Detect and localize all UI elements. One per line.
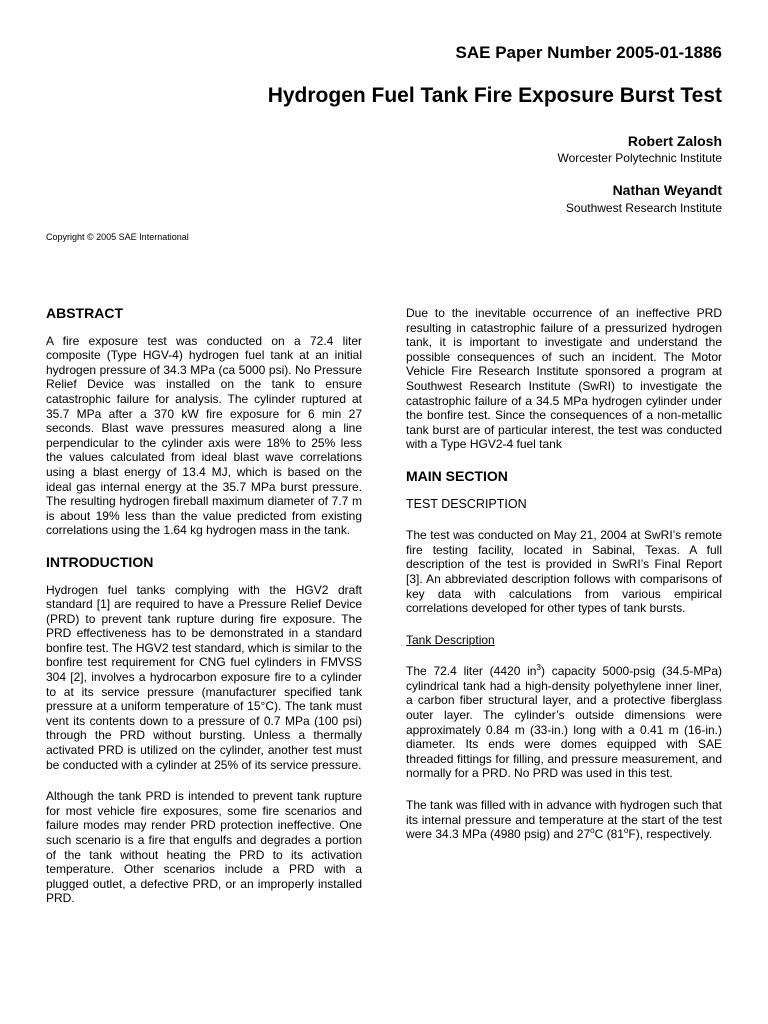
fill-text-part-2: C (81 — [594, 827, 624, 842]
tank-description-paragraph — [406, 664, 722, 781]
cubic-superscript: 3 — [536, 663, 541, 673]
test-description-heading: TEST DESCRIPTION — [406, 496, 527, 511]
introduction-heading: INTRODUCTION — [46, 553, 154, 570]
fill-text-part-1: The tank was filled with in advance with hydrogen such that its internal pressure and temperature at the start of the test were 34.3 MPa (4980 psig) and 27 — [406, 798, 722, 842]
abstract-paragraph: A fire exposure test was conducted on a 72.4 liter composite (Type HGV-4) hydrogen fuel tank at an initial hydrogen pressure of 34.3 MPa (ca 5000 psi). No Pressure Relief Device was installed on the tank to ensure catastrophic failure for analysis. The cylinder ruptured at 35.7 MPa after a 370 kW fire exposure for 6 min 27 seconds. Blast wave pressures measured along a line perpendicular to the cylinder axis were 18% to 25% less the values calculated from ideal blast wave correlations using a blast energy of 13.4 MJ, which is based on the ideal gas internal energy at the 35.7 MPa burst pressure. The resulting hydrogen fireball maximum diameter of 7.7 m is about 19% less than the value predicted from existing correlations using the 1.64 kg hydrogen mass in the tank. — [46, 333, 362, 538]
author-name-2: Nathan Weyandt — [612, 182, 722, 198]
paper-title: Hydrogen Fuel Tank Fire Exposure Burst Test — [267, 84, 722, 107]
introduction-paragraph-2: Although the tank PRD is intended to prevent tank rupture for most vehicle fire exposures, some fire scenarios and failure modes may render PRD protection ineffective. One such scenario is a fire that engulfs and degrades a portion of the tank without heating the PRD to its activation temperature. Other scenarios include a PRD with a plugged outlet, a defective PRD, or an improperly installed PRD. — [46, 789, 362, 906]
degree-superscript-1: o — [590, 826, 595, 836]
fill-text-part-3: F), respectively. — [628, 827, 713, 842]
paper-number: SAE Paper Number 2005-01-1886 — [455, 43, 722, 62]
tank-description-heading: Tank Description — [406, 632, 495, 647]
right-column — [406, 306, 722, 859]
introduction-paragraph-1: Hydrogen fuel tanks complying with the HGV2 draft standard [1] are required to have a Pressure Relief Device (PRD) to prevent tank rupture during fire exposure. The PRD effectiveness has to be demonstrated in a standard bonfire test. The HGV2 test standard, which is similar to the bonfire test requirement for CNG fuel cylinders in FMVSS 304 [2], involves a hydrocarbon exposure fire to a cylinder to at its service pressure (manufacturer specified tank pressure at a uniform temperature of 15°C). The tank must vent its contents down to a pressure of 0.7 MPa (100 psi) through the PRD without bursting. Unless a thermally activated PRD is utilized on the cylinder, another test must be conducted with a cylinder at 25% of its service pressure. — [46, 582, 362, 772]
abstract-heading: ABSTRACT — [46, 305, 123, 321]
test-description-paragraph: The test was conducted on May 21, 2004 at SwRI’s remote fire testing facility, located in Sabinal, Texas. A full description of the test is provided in SwRI’s Final Report [3]. An abbreviated description follows with comparisons of key data with calculations from various empirical correlations developed for other types of tank bursts. — [406, 528, 722, 616]
author-affiliation-2: Southwest Research Institute — [565, 201, 722, 215]
copyright-notice: Copyright © 2005 SAE International — [46, 232, 189, 242]
tank-text-part-2: ) capacity 5000-psig (34.5-MPa) cylindrical tank had a high-density polyethylene inner liner, a carbon fiber structural layer, and a protective fiberglass outer layer. The cylinder’s outside dimensions were approximately 0.84 m (33-in.) long with a 0.41 m (16-in.) diameter. Its ends were domes equipped with SAE threaded fittings for filling, and pressure measurement, and normally for a PRD. No PRD was used in this test. — [406, 664, 722, 781]
main-section-heading: MAIN SECTION — [406, 467, 508, 484]
tank-text-part-1: The 72.4 liter (4420 in — [406, 664, 537, 679]
degree-superscript-2: o — [623, 826, 629, 836]
fill-conditions-paragraph — [406, 798, 722, 842]
author-name-1: Robert Zalosh — [627, 133, 722, 149]
left-column — [46, 306, 362, 923]
author-affiliation-1: Worcester Polytechnic Institute — [557, 151, 722, 165]
motivation-paragraph: Due to the inevitable occurrence of an ineffective PRD resulting in catastrophic failure of a pressurized hydrogen tank, it is important to investigate and understand the possible consequences of such an incident. The Motor Vehicle Fire Research Institute sponsored a program at Southwest Research Institute (SwRI) to investigate the catastrophic failure of a 34.5 MPa hydrogen cylinder under the bonfire test. Since the consequences of a non-metallic tank burst are of particular interest, the test was conducted with a Type HGV2-4 fuel tank — [406, 306, 722, 452]
